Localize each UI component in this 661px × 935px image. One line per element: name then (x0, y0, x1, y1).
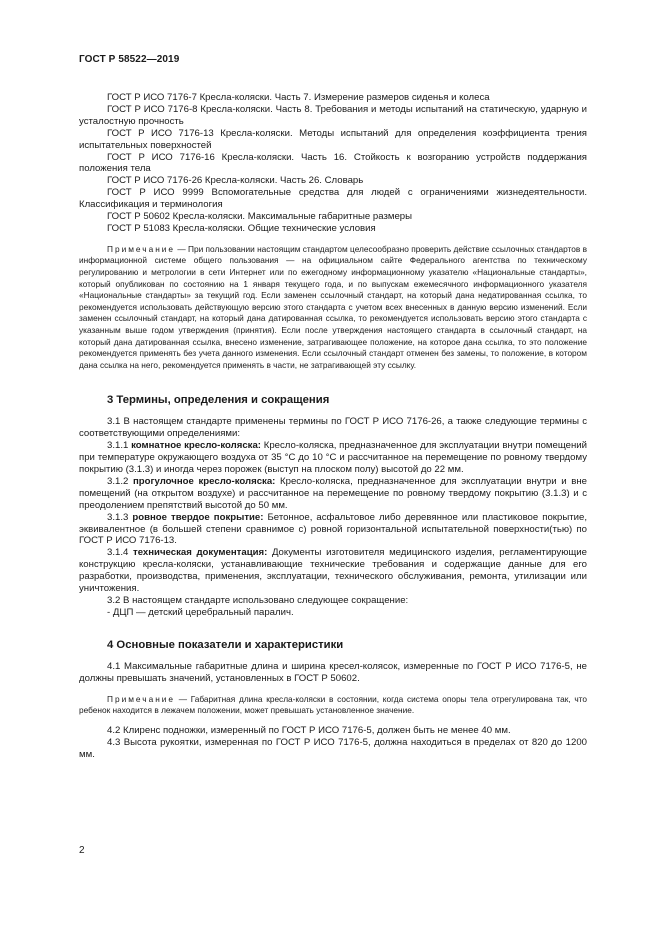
term-name: ровное твердое покрытие: (132, 511, 264, 523)
reference-item: ГОСТ Р ИСО 7176-7 Кресла-коляски. Часть 7. Измерение размеров сиденья и колеса (107, 92, 490, 103)
paragraph-3-1: 3.1 В настоящем стандарте применены термины по ГОСТ Р ИСО 7176-26, а также следующие термины с соответствующими определениями: (79, 416, 587, 440)
paragraph-3-2: 3.2 В настоящем стандарте использовано следующее сокращение: (107, 595, 409, 606)
note-text: — При пользовании настоящим стандартом целесообразно проверить действие ссылочных стандартов в информационной системе общего пользования — на официальном сайте Федерального агентства по техническому регулированию и метрологии в сети Интернет или по ежегодному информационному указателю «Национальные стандарты», который опубликован по состоянию на 1 января текущего года, и по выпускам ежемесячного информационного указателя «Национальные стандарты» за текущий год. Если заменен ссылочный стандарт, на который дана недатированная ссылка, то рекомендуется использовать действующую версию этого стандарта с учетом всех внесенных в данную версию изменений. Если заменен ссылочный стандарт, на который дана датированная ссылка, то рекомендуется использовать версию этого стандарта с указанным выше годом утверждения (принятия). Если после утверждения настоящего стандарта в ссылочный стандарт, на который дана датированная ссылка, внесено изменение, затрагивающее положение, на которое дана ссылка, то это положение рекомендуется применять без учета данного изменения. Если ссылочный стандарт отменен без замены, то положение, в котором дана ссылка на него, рекомендуется применять в части, не затрагивающей эту ссылку. (79, 243, 587, 370)
term-definition: Документы изготовителя медицинского изделия, регламентирующие конструкцию кресла-коляски, устанавливающие технические требования и содержащие данные для его разработки, производства, применения, эксплуатации, технического обслуживания, ремонта, утилизации или уничтожения. (79, 547, 587, 595)
term-name: техническая документация: (133, 547, 268, 559)
reference-item: ГОСТ Р ИСО 7176-8 Кресла-коляски. Часть 8. Требования и методы испытаний на статическую, ударную и усталостную прочность (79, 103, 587, 127)
reference-item: ГОСТ Р ИСО 7176-16 Кресла-коляски. Часть 16. Стойкость к возгоранию устройств поддержания положения тела (79, 151, 587, 175)
reference-item: ГОСТ Р 50602 Кресла-коляски. Максимальные габаритные размеры (107, 211, 413, 223)
term-definition: Кресло-коляска, предназначенное для эксплуатации внутри и вне помещений (на открытом воздухе) и рассчитанное на перемещение по ровному твердому покрытию (3.1.3) и с преодолением препятствий высотой до 50 мм. (79, 475, 588, 511)
reference-item: ГОСТ Р ИСО 9999 Вспомогательные средства для людей с ограничениями жизнедеятельности. Классификация и терминология (79, 187, 587, 211)
term-3-1-1: 3.1.1 комнатное кресло-коляска: Кресло-коляска, предназначенное для эксплуатации внутри помещений при температуре окружающего воздуха от 35 °С до 10 °С и рассчитанное на перемещение по ровному твердому покрытию (3.1.3) и иногда через порожек (выступ на плоском полу) высотой до 22 мм. (79, 440, 587, 476)
term-name: прогулочное кресло-коляска: (132, 475, 276, 487)
paragraph-4-2: 4.2 Клиренс подножки, измеренный по ГОСТ Р ИСО 7176-5, должен быть не менее 40 мм. (107, 724, 511, 736)
reference-item: ГОСТ Р 51083 Кресла-коляски. Общие технические условия (107, 222, 376, 234)
term-definition: Бетонное, асфальтовое либо деревянное или пластиковое покрытие, эквивалентное (в большей степени сравнимое с) ровной горизонтальной испытательной поверхности(тью) по ГОСТ Р ИСО 7176-13. (79, 511, 587, 547)
section-4-title: 4 Основные показатели и характеристики (107, 638, 344, 651)
term-3-1-3: 3.1.3 ровное твердое покрытие: Бетонное, асфальтовое либо деревянное или пластиковое покрытие, эквивалентное (в большей степени сравнимое с) ровной горизонтальной испытательной поверхности(тью) по ГОСТ Р ИСО 7176-13. (79, 511, 587, 547)
section-3-title: 3 Термины, определения и сокращения (107, 394, 330, 407)
note-text: — Габаритная длина кресла-коляски в состоянии, когда система опоры тела отрегулирована так, что ребенок находится в лежачем положении, может превышать установленное значение. (79, 693, 587, 716)
note-label: Примечание (107, 693, 176, 704)
document-header: ГОСТ Р 58522—2019 (79, 54, 180, 65)
paragraph-4-1: 4.1 Максимальные габаритные длина и ширина кресел-колясок, измеренные по ГОСТ Р ИСО 7176-5, не должны превышать значений, установленных в ГОСТ Р 50602. (79, 660, 587, 684)
page-content (79, 92, 587, 761)
term-3-1-4: 3.1.4 техническая документация: Документы изготовителя медицинского изделия, регламентирующие конструкцию кресла-коляски, устанавливающие технические требования и содержащие данные для его разработки, производства, применения, эксплуатации, технического обслуживания, ремонта, утилизации или уничтожения. (79, 547, 587, 595)
abbreviation-item: - ДЦП — детский церебральный паралич. (107, 606, 294, 618)
term-3-1-2: 3.1.2 прогулочное кресло-коляска: Кресло-коляска, предназначенное для эксплуатации внутри и вне помещений (на открытом воздухе) и рассчитанное на перемещение по ровному твердому покрытию (3.1.3) и с преодолением препятствий высотой до 50 мм. (79, 475, 588, 511)
note-label: Примечание (107, 243, 176, 254)
reference-item: ГОСТ Р ИСО 7176-26 Кресла-коляски. Часть 26. Словарь (107, 175, 364, 187)
reference-item: ГОСТ Р ИСО 7176-13 Кресла-коляски. Методы испытаний для определения коэффициента трения испытательных поверхностей (79, 127, 587, 151)
paragraph-4-3: 4.3 Высота рукоятки, измеренная по ГОСТ Р ИСО 7176-5, должна находиться в пределах от 820 до 1200 мм. (79, 736, 587, 760)
references-list (79, 92, 587, 235)
references-note (79, 244, 587, 372)
term-definition: Кресло-коляска, предназначенное для эксплуатации внутри помещений при температуре окружающего воздуха от 35 °С до 10 °С и рассчитанное на перемещение по ровному твердому покрытию (3.1.3) и иногда через порожек (выступ на плоском полу) высотой до 22 мм. (79, 440, 587, 476)
term-name: комнатное кресло-коляска: (131, 440, 261, 452)
note-4-1 (79, 694, 587, 717)
page-number: 2 (79, 845, 85, 856)
